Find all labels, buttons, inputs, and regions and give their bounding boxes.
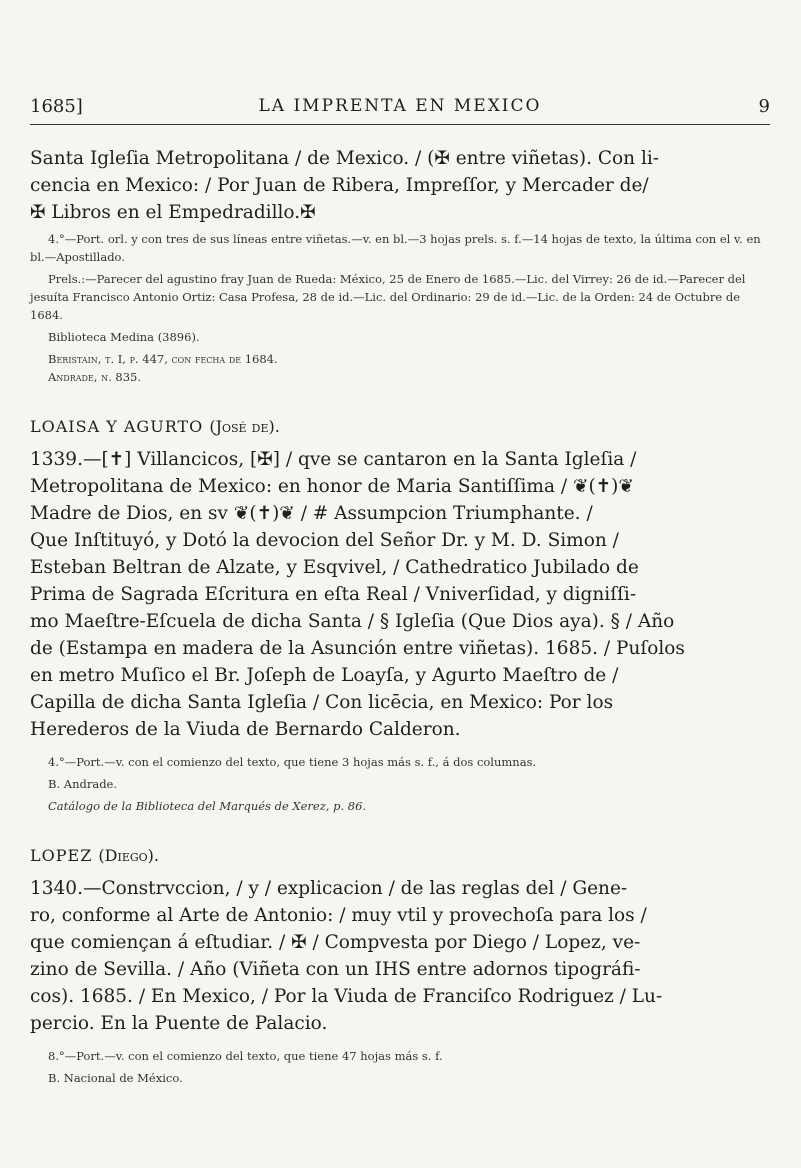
title-line: de (Estampa en madera de la Asunción entre viñetas). 1685. / Puſolos — [30, 638, 685, 659]
author-heading — [30, 416, 770, 438]
author-given-name: (José de). — [209, 417, 280, 436]
title-line: ro, conforme al Arte de Antonio: / muy vtil y provechoſa para los / — [30, 905, 647, 926]
title-line: Capilla de dicha Santa Igleſia / Con licēcia, en Mexico: Por los — [30, 692, 614, 713]
author-heading — [30, 845, 770, 867]
page-body — [30, 145, 770, 1087]
title-line: en metro Muſico el Br. Joſeph de Loayſa, y Agurto Maeſtro de / — [30, 665, 619, 686]
physical-description: 4.°—Port. orl. y con tres de sus líneas entre viñetas.—v. en bl.—3 hojas prels. s. f.—14 hojas de texto, la última con el v. en bl.—Apostillado. — [30, 232, 761, 264]
reference: Beristain, t. I, p. 447, con fecha de 1684. — [48, 352, 278, 366]
entry-1340 — [30, 875, 770, 1087]
title-line: Que Inſtituyó, y Dotó la devocion del Señor Dr. y M. D. Simon / — [30, 530, 619, 551]
title-line: Metropolitana de Mexico: en honor de Maria Santiſſima / ❦(✝)❦ — [30, 476, 634, 497]
title-line: 1340.—Constrvccion, / y / explicacion / de las reglas del / Gene- — [30, 878, 628, 899]
title-line: Madre de Dios, en sv ❦(✝)❦ / # Assumpcion Triumphante. / — [30, 503, 593, 524]
entry-1339 — [30, 446, 770, 815]
title-line: mo Maeſtre-Eſcuela de dicha Santa / § Igleſia (Que Dios aya). § / Año — [30, 611, 675, 632]
title-line: Esteban Beltran de Alzate, y Esqvivel, / Cathedratico Jubilado de — [30, 557, 639, 578]
running-title: LA IMPRENTA EN MEXICO — [258, 96, 542, 116]
title-line: 1339.—[✝] Villancicos, [✠] / qve se cantaron en la Santa Igleſia / — [30, 449, 637, 470]
title-line: Santa Igleſia Metropolitana / de Mexico. / (✠ entre viñetas). Con li- — [30, 148, 660, 169]
running-header — [30, 96, 770, 122]
header-year: 1685] — [30, 96, 83, 117]
reference: Andrade, n. 835. — [48, 370, 142, 384]
preliminaries-note: Prels.:—Parecer del agustino fray Juan de Rueda: México, 25 de Enero de 1685.—Lic. del Virrey: 26 de id.—Parecer del jesuíta Francisco Antonio Ortiz: Casa Profesa, 28 de id.—Lic. del Ordinario: 29 de id.—Lic. de la Orden: 24 de Octubre de 1684. — [30, 272, 746, 322]
title-line: Herederos de la Viuda de Bernardo Calderon. — [30, 719, 461, 740]
library-location: Biblioteca Medina (3896). — [48, 330, 200, 344]
title-line: zino de Sevilla. / Año (Viñeta con un IHS entre adornos tipográfi- — [30, 959, 641, 980]
reference: Catálogo de la Biblioteca del Marqués de Xerez, p. 86. — [48, 799, 367, 813]
reference: B. Nacional de México. — [48, 1071, 183, 1085]
author-surname: LOAISA Y AGURTO — [30, 417, 204, 436]
author-surname: LOPEZ — [30, 846, 93, 865]
title-line: que comiençan á eſtudiar. / ✠ / Compvesta por Diego / Lopez, ve- — [30, 932, 641, 953]
physical-description: 8.°—Port.—v. con el comienzo del texto, que tiene 47 hojas más s. f. — [48, 1049, 443, 1063]
title-line: Prima de Sagrada Eſcritura en eſta Real / Vniverſidad, y digniſſi- — [30, 584, 637, 605]
header-rule — [30, 124, 770, 125]
title-line: ✠ Libros en el Empedradillo.✠ — [30, 202, 316, 223]
reference: B. Andrade. — [48, 777, 118, 791]
title-line: cos). 1685. / En Mexico, / Por la Viuda de Franciſco Rodriguez / Lu- — [30, 986, 663, 1007]
title-line: cencia en Mexico: / Por Juan de Ribera, Impreſſor, y Mercader de/ — [30, 175, 649, 196]
title-line: percio. En la Puente de Palacio. — [30, 1013, 328, 1034]
physical-description: 4.°—Port.—v. con el comienzo del texto, que tiene 3 hojas más s. f., á dos columnas. — [48, 755, 537, 769]
entry-continuation — [30, 145, 770, 386]
page-number: 9 — [758, 96, 770, 117]
author-given-name: (Diego). — [98, 846, 159, 865]
